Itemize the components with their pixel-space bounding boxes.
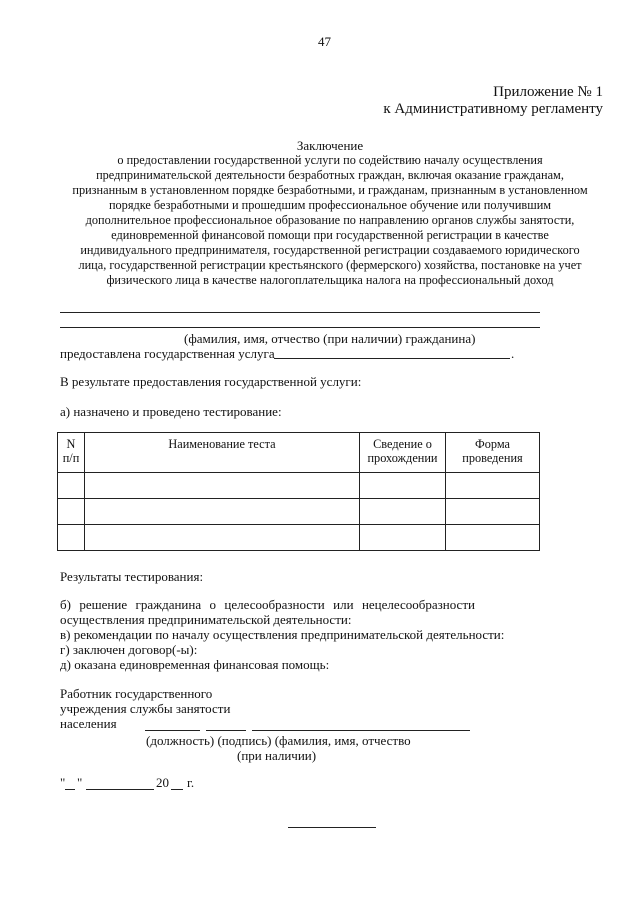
result-intro: В результате предоставления государственной услуги: xyxy=(60,374,362,389)
conclusion-line: предпринимательской деятельности безработных граждан, включая оказание гражданам, xyxy=(96,168,564,182)
test-results-label: Результаты тестирования: xyxy=(60,569,204,584)
item-v-recommendations: в) рекомендации по началу осуществления предпринимательской деятельности: xyxy=(60,627,505,642)
table-row xyxy=(58,525,540,551)
item-b-word: нецелесообразности xyxy=(361,597,475,612)
citizen-name-blank-1[interactable] xyxy=(60,312,540,313)
col-completion-header: Сведение о прохождении xyxy=(360,433,446,473)
conclusion-line: признанным в установленном порядке безработными, и гражданам, признанным в установленном xyxy=(72,183,588,197)
item-b-line-2: осуществления предпринимательской деятельности: xyxy=(60,612,352,627)
table-cell[interactable] xyxy=(85,525,360,551)
table-row xyxy=(58,473,540,499)
worker-line-1: Работник государственного xyxy=(60,686,213,701)
citizen-caption: (фамилия, имя, отчество (при наличии) гражданина) xyxy=(184,331,476,346)
worker-line-2: учреждения службы занятости xyxy=(60,701,231,716)
date-month-blank[interactable] xyxy=(86,789,154,790)
item-b-word: или xyxy=(333,597,354,612)
item-g-contract: г) заключен договор(-ы): xyxy=(60,642,198,657)
conclusion-line: физического лица в качестве налогоплательщика налога на профессиональный доход xyxy=(106,273,554,287)
service-provided-end: . xyxy=(511,346,515,361)
conclusion-line: лица, государственной регистрации крестьянского (фермерского) хозяйства, постановке на учет xyxy=(78,258,582,272)
table-cell[interactable] xyxy=(58,499,85,525)
item-b-word: б) xyxy=(60,597,71,612)
table-cell[interactable] xyxy=(85,499,360,525)
table-cell[interactable] xyxy=(446,473,540,499)
item-d-financial-aid: д) оказана единовременная финансовая помощь: xyxy=(60,657,330,672)
table-cell[interactable] xyxy=(360,473,446,499)
table-cell[interactable] xyxy=(360,499,446,525)
conclusion-body xyxy=(60,153,600,288)
signature-blank[interactable] xyxy=(206,730,246,731)
table-cell[interactable] xyxy=(85,473,360,499)
item-b-word: решение xyxy=(79,597,128,612)
appendix-line-1: Приложение № 1 xyxy=(493,84,603,100)
date-quote-close: " xyxy=(77,775,83,790)
service-provided-blank[interactable] xyxy=(274,358,510,359)
conclusion-line: порядке безработными и прошедшим профессиональное обучение или получившим xyxy=(108,198,552,212)
citizen-name-blank-2[interactable] xyxy=(60,327,540,328)
conclusion-line: индивидуального предпринимателя, государственной регистрации создаваемого юридического xyxy=(80,243,580,257)
item-b-word: целесообразности xyxy=(224,597,325,612)
date-day-blank[interactable] xyxy=(65,789,75,790)
date-year-blank[interactable] xyxy=(171,789,183,790)
closing-separator xyxy=(288,827,376,828)
table-cell[interactable] xyxy=(446,525,540,551)
conclusion-title: Заключение xyxy=(296,138,364,153)
item-b-word: гражданина xyxy=(135,597,202,612)
table-cell[interactable] xyxy=(58,473,85,499)
conclusion-line: дополнительное профессиональное образование по направлению органов службы занятости, xyxy=(85,213,575,227)
appendix-line-2: к Административному регламенту xyxy=(383,101,603,117)
date-quote-open: " xyxy=(60,775,66,790)
testing-table xyxy=(57,432,540,551)
col-test-name-header: Наименование теста xyxy=(85,433,360,473)
table-header-row xyxy=(58,433,540,473)
item-a-testing: а) назначено и проведено тестирование: xyxy=(60,404,282,419)
full-name-blank[interactable] xyxy=(252,730,470,731)
date-year-suffix: г. xyxy=(187,775,195,790)
service-provided-label: предоставлена государственная услуга xyxy=(60,346,275,361)
table-cell[interactable] xyxy=(58,525,85,551)
item-b-word: о xyxy=(209,597,217,612)
signature-caption-1: (должность) (подпись) (фамилия, имя, отчество xyxy=(146,733,411,748)
position-blank[interactable] xyxy=(145,730,200,731)
conclusion-line: единовременной финансовой помощи при государственной регистрации в качестве xyxy=(111,228,549,242)
worker-line-3: населения xyxy=(60,716,117,731)
date-year-prefix: 20 xyxy=(156,775,169,790)
col-form-header: Форма проведения xyxy=(446,433,540,473)
table-row xyxy=(58,499,540,525)
table-cell[interactable] xyxy=(360,525,446,551)
signature-caption-2: (при наличии) xyxy=(237,748,317,763)
item-b-line-1 xyxy=(60,597,475,612)
conclusion-line: о предоставлении государственной услуги по содействию началу осуществления xyxy=(117,153,543,167)
table-cell[interactable] xyxy=(446,499,540,525)
col-number-header: N п/п xyxy=(58,433,85,473)
page-number: 47 xyxy=(318,34,331,49)
